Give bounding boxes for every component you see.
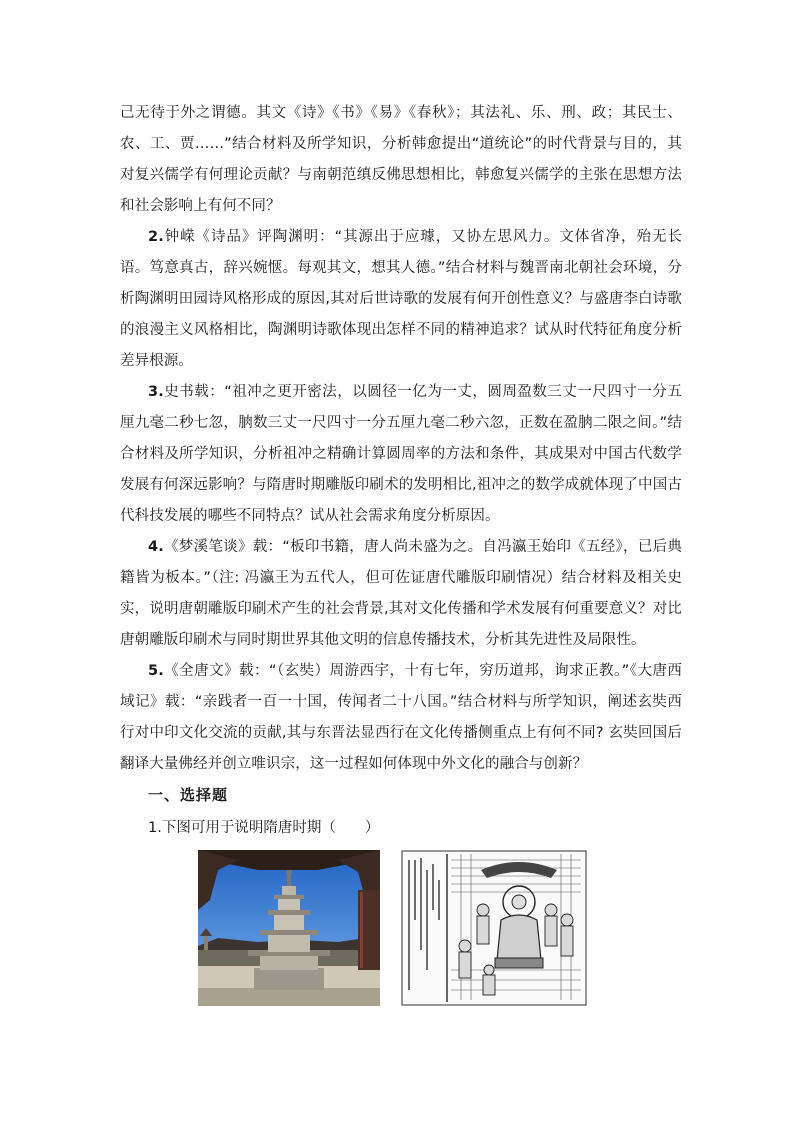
question-number: 5. [148,663,164,679]
pagoda-photo-illustration [198,850,380,1006]
pagoda-photo [198,850,380,1006]
question-text: 钟嵘《诗品》评陶渊明：“其源出于应璩，又协左思风力。文体省净，殆无长语。笃意真古，辞兴婉惬。每观其文，想其人德。”结合材料与魏晋南北朝社会环境，分析陶渊明田园诗风格形成的原因,其对后世诗歌的发展有何开创性意义？与盛唐李白诗歌的浪漫主义风格相比，陶渊明诗歌体现出怎样不同的精神追求？试从时代特征角度分析差异根源。 [120,229,682,369]
choice-question-1: 1.下图可用于说明隋唐时期（ ） [148,820,380,836]
question-text: 《全唐文》载：“（玄奘）周游西宇，十有七年，穷历道邦，询求正教。”《大唐西域记》载：“亲践者一百一十国，传闻者二十八国。”结合材料与所学知识，阐述玄奘西行对中印文化交流的贡献,其与东晋法显西行在文化传播侧重点上有何不同? 玄奘回国后翻译大量佛经并创立唯识宗，这一过程如何体现中外文化的融合与创新？ [120,663,682,772]
question-3 [120,377,682,532]
woodcut-print-illustration [401,850,587,1006]
essay-questions [120,98,682,780]
question-5 [120,656,682,780]
woodcut-print [401,850,587,1006]
question-text: 《梦溪笔谈》载：“板印书籍，唐人尚未盛为之。自冯瀛王始印《五经》，已后典籍皆为板本。”（注: 冯瀛王为五代人，但可佐证唐代雕版印刷情况）结合材料及相关史实，说明唐朝雕版印刷术产生的社会背景,其对文化传播和学术发展有何重要意义？对比唐朝雕版印刷术与同时期世界其他文明的信息传播技术，分析其先进性及局限性。 [120,539,682,648]
question-text: 史书载：“祖冲之更开密法，以圆径一亿为一丈，圆周盈数三丈一尺四寸一分五厘九毫二秒七忽，朒数三丈一尺四寸一分五厘九毫二秒六忽，正数在盈朒二限之间。”结合材料及所学知识，分析祖冲之精确计算圆周率的方法和条件，其成果对中国古代数学发展有何深远影响？与隋唐时期雕版印刷术的发明相比,祖冲之的数学成就体现了中国古代科技发展的哪些不同特点？试从社会需求角度分析原因。 [120,384,682,524]
section-title: 一、选择题 [148,786,229,804]
question-2 [120,222,682,377]
question-number: 2. [148,229,164,245]
question-number: 4. [148,539,164,555]
question-4 [120,532,682,656]
question-0-continuation: 己无待于外之谓德。其文《诗》《书》《易》《春秋》；其法礼、乐、刑、政；其民士、农、工、贾……”结合材料及所学知识，分析韩愈提出“道统论”的时代背景与目的，其对复兴儒学有何理论贡献？与南朝范缜反佛思想相比，韩愈复兴儒学的主张在思想方法和社会影响上有何不同？ [120,105,682,214]
question-number: 3. [148,384,164,400]
